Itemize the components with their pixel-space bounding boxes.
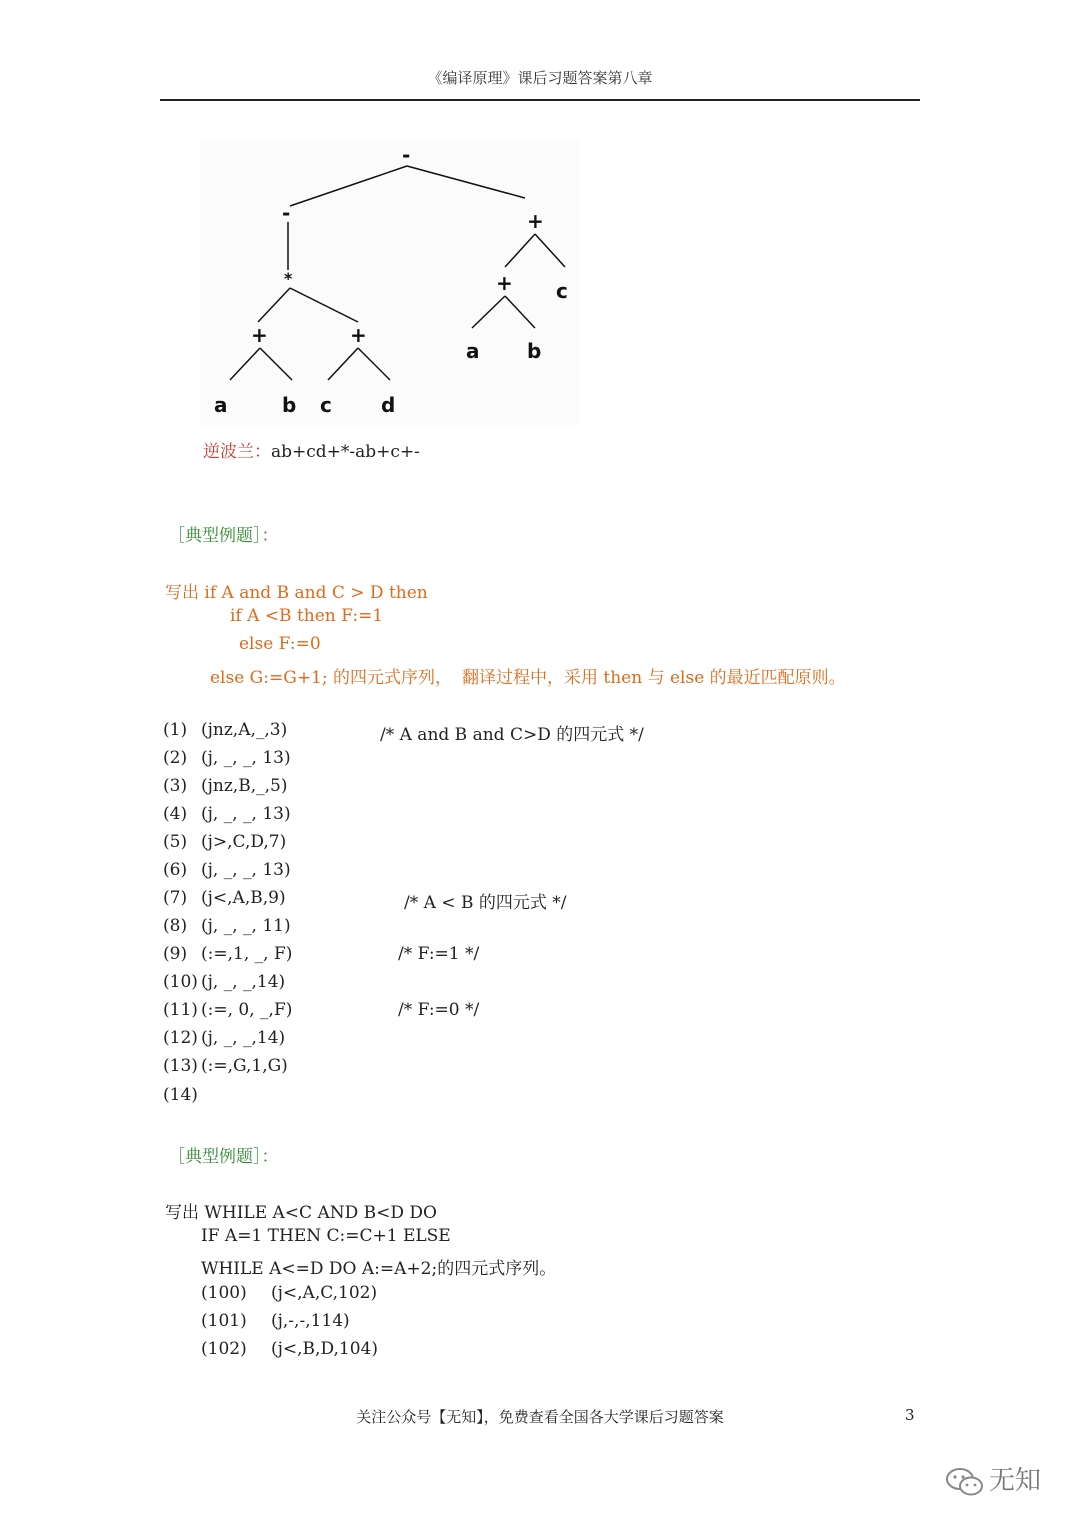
quad-row: (102) (j<,B,D,104): [201, 1339, 378, 1359]
tree-node-plus-cd: +: [350, 323, 367, 347]
tree-node-root: -: [402, 143, 411, 167]
page-number: 3: [905, 1406, 915, 1424]
quad-row: (14): [163, 1085, 198, 1105]
tree-node-c-right: c: [556, 279, 568, 303]
tree-node-star: *: [284, 269, 293, 288]
watermark-text: 无知: [989, 1466, 1042, 1496]
header-rule: [160, 99, 920, 101]
example1-line: if A <B then F:=1: [230, 606, 384, 626]
quad-row: (4) (j, _, _, 13): [163, 804, 291, 824]
quad-row: (100) (j<,A,C,102): [201, 1283, 378, 1303]
rpn-label: 逆波兰：: [203, 442, 271, 462]
quad-comment: /* F:=0 */: [398, 1000, 480, 1020]
page-header: 《编译原理》课后习题答案第八章: [427, 69, 653, 87]
example1-line: else G:=G+1; 的四元式序列，: [210, 668, 453, 688]
example2-line: 写出 WHILE A<C AND B<D DO: [165, 1203, 437, 1223]
quad-row: (8) (j, _, _, 11): [163, 916, 291, 936]
quad-row: (13) (:=,G,1,G): [163, 1056, 288, 1076]
quad-row: (5) (j>,C,D,7): [163, 832, 287, 852]
tree-node-left-minus: -: [282, 201, 291, 225]
tree-node-a-left: a: [214, 393, 228, 417]
quad-row: (7) (j<,A,B,9): [163, 888, 286, 908]
quad-comment: /* A and B and C>D 的四元式 */: [380, 725, 644, 745]
tree-node-a-right: a: [466, 339, 480, 363]
quad-row: (12) (j, _, _,14): [163, 1028, 286, 1048]
quad-row: (9) (:=,1, _, F): [163, 944, 293, 964]
example2-heading: ［典型例题］：: [168, 1147, 279, 1167]
wechat-icon: [945, 1466, 985, 1498]
quad-row: (3) (jnz,B,_,5): [163, 776, 288, 796]
tree-node-plus-ab: +: [251, 323, 268, 347]
example2-line: IF A=1 THEN C:=C+1 ELSE: [201, 1226, 451, 1246]
page-footer: 关注公众号【无知】，免费查看全国各大学课后习题答案: [356, 1408, 724, 1426]
example1-line: else F:=0: [239, 634, 321, 654]
quad-comment: /* A < B 的四元式 */: [404, 893, 567, 913]
quad-row: (101) (j,-,-,114): [201, 1311, 350, 1331]
rpn-line: [203, 437, 420, 462]
example1-heading: ［典型例题］：: [168, 526, 279, 546]
rpn-value: ab+cd+*-ab+c+-: [271, 442, 420, 462]
tree-node-right-plus: +: [527, 209, 544, 233]
tree-node-b-left: b: [282, 393, 297, 417]
quad-row: (1) (jnz,A,_,3): [163, 720, 288, 740]
quad-row: (10) (j, _, _,14): [163, 972, 286, 992]
watermark: [945, 1460, 1041, 1498]
tree-node-b-right: b: [527, 339, 542, 363]
tree-node-d-left: d: [381, 393, 396, 417]
example1-line: 翻译过程中，采用 then 与 else 的最近匹配原则。: [462, 668, 846, 688]
syntax-tree: [200, 140, 580, 425]
example1-line: 写出 if A and B and C > D then: [165, 583, 428, 603]
quad-row: (11) (:=, 0, _,F): [163, 1000, 293, 1020]
quad-comment: /* F:=1 */: [398, 944, 480, 964]
tree-node-c-left: c: [320, 393, 332, 417]
quad-row: (2) (j, _, _, 13): [163, 748, 291, 768]
quad-row: (6) (j, _, _, 13): [163, 860, 291, 880]
example2-line: WHILE A<=D DO A:=A+2;的四元式序列。: [201, 1259, 557, 1279]
tree-node-plus-inner: +: [496, 271, 513, 295]
